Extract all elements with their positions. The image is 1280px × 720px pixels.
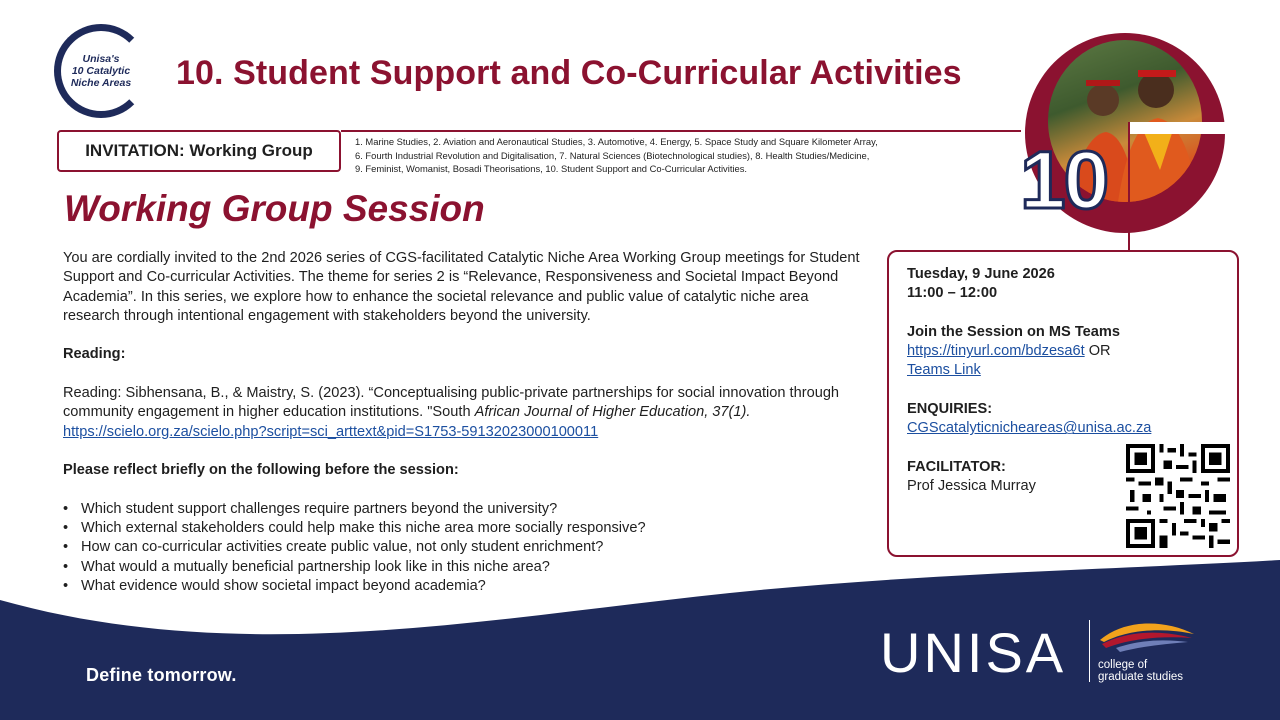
enquiries-heading: ENQUIRIES: [907,401,993,418]
list-item: • What evidence would show societal impact beyond academia? [63,577,863,596]
niche-area-list [355,135,1005,176]
unisa-swoosh-logo [1096,618,1196,658]
list-item: • What would a mutually beneficial partnership look like in this niche area? [63,558,863,577]
college-label [1098,659,1183,683]
reading-text: Reading: Sibhensana, B., & Maistry, S. (2023). “Conceptualising public-private partnerships for social innovation through community engagement in higher education institutions. "South [63,385,840,421]
or-text: OR [1084,343,1111,360]
reading-link[interactable]: https://scielo.org.za/scielo.php?script=sci_arttext&pid=S1753-59132023000100011 [63,423,599,440]
join-links [907,342,1227,361]
teams-link[interactable]: Teams Link [907,362,981,379]
badge-line-2: 10 Catalytic [71,65,131,77]
college-line-1: college of [1098,659,1148,671]
invitation-body [63,249,863,596]
vertical-rule [1128,122,1130,250]
niche-list-line: 1. Marine Studies, 2. Aviation and Aeronautical Studies, 3. Automotive, 4. Energy, 5. Space Study and Square Kilometer Array, [355,136,878,147]
enquiries-email-link[interactable]: CGScatalyticnicheareas@unisa.ac.za [907,420,1152,437]
college-line-2: graduate studies [1098,671,1184,683]
niche-list-line: 9. Feminist, Womanist, Bosadi Theorisations, 10. Student Support and Co-Curricular Activities. [355,163,748,174]
reading-heading: Reading: [63,346,126,363]
logo-separator [1089,620,1090,682]
facilitator-heading: FACILITATOR: [907,458,1006,475]
unisa-wordmark: UNISA [880,621,1067,684]
ring-divider [1128,122,1228,134]
invitation-label: INVITATION: Working Group [57,130,341,172]
header-divider [341,130,1021,132]
facilitator-name: Prof Jessica Murray [907,478,1036,495]
tagline: Define tomorrow. [86,665,237,685]
intro-paragraph: You are cordially invited to the 2nd 2026 series of CGS-facilitated Catalytic Niche Area Working Group meetings for Student Support and Co-curricular Activities. The theme for series 2 is “Relevance, Responsiveness and Societal Impact Beyond Academia”. In this series, we explore how to enhance the societal relevance and public value of catalytic niche area research through intentional engagement with stakeholders beyond the university. [63,250,860,324]
session-date: Tuesday, 9 June 2026 [907,266,1055,282]
list-item: • How can co-curricular activities create public value, not only student enrichment? [63,538,863,557]
page-title: 10. Student Support and Co-Curricular Activities [176,54,962,92]
badge-line-3: Niche Areas [70,77,132,89]
journal-name: African Journal of Higher Education, 37(1). [474,404,751,421]
list-item: • Which external stakeholders could help make this niche area more socially responsive? [63,519,863,538]
niche-number: 10 [1020,135,1108,226]
niche-areas-badge [54,24,148,118]
reading-citation [63,384,863,442]
tinyurl-link[interactable]: https://tinyurl.com/bdzesa6t [907,343,1085,360]
list-item: • Which student support challenges require partners beyond the university? [63,500,863,519]
join-heading: Join the Session on MS Teams [907,323,1121,340]
qr-code[interactable] [1126,444,1230,548]
niche-list-line: 6. Fourth Industrial Revolution and Digitalisation, 7. Natural Sciences (Biotechnological studies), 8. Health Studies/Medicine, [355,149,870,161]
badge-line-1: Unisa's [82,53,120,65]
reflect-heading: Please reflect briefly on the following before the session: [63,462,459,479]
session-title: Working Group Session [64,188,485,229]
session-time: 11:00 – 12:00 [907,285,998,302]
footer-band [0,560,1280,720]
